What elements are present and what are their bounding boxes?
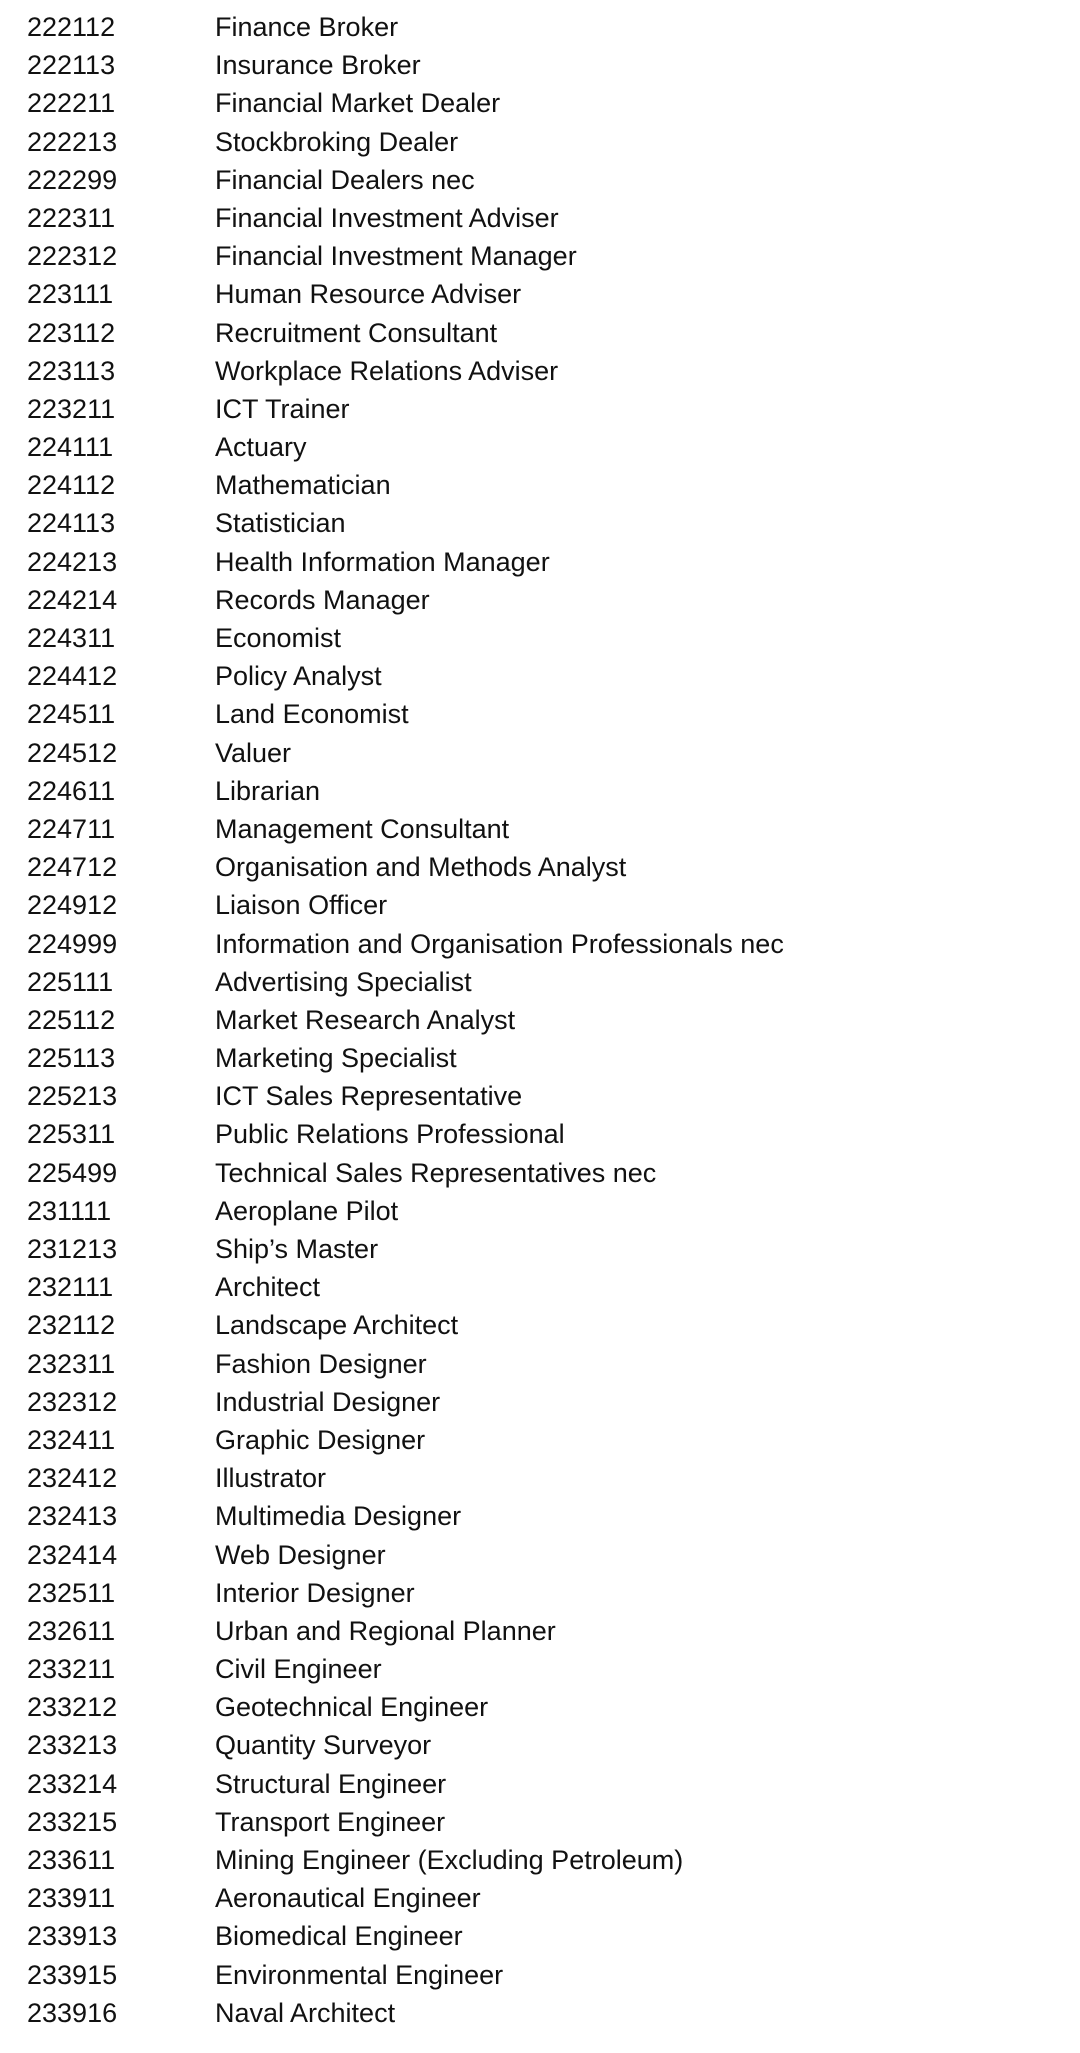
occupation-code: 224412 xyxy=(27,661,118,692)
occupation-row xyxy=(0,1956,1080,1994)
occupation-row xyxy=(0,1039,1080,1077)
occupation-title: Workplace Relations Adviser xyxy=(215,355,559,386)
occupation-code: 231213 xyxy=(27,1234,118,1264)
occupation-row xyxy=(0,1154,1080,1192)
occupation-title: Public Relations Professional xyxy=(215,1119,565,1150)
occupation-code: 225113 xyxy=(27,1043,116,1074)
occupation-row xyxy=(0,275,1080,313)
occupation-title: Records Manager xyxy=(215,584,430,615)
occupation-title: ICT Sales Representative xyxy=(215,1081,523,1112)
occupation-row xyxy=(0,772,1080,810)
occupation-row xyxy=(0,1688,1080,1726)
occupation-title: Interior Designer xyxy=(215,1577,415,1608)
occupation-row xyxy=(0,1383,1080,1421)
occupation-row xyxy=(0,1536,1080,1574)
occupation-title: Stockbroking Dealer xyxy=(215,126,459,157)
occupation-title: Organisation and Methods Analyst xyxy=(215,852,627,883)
occupation-row xyxy=(0,1765,1080,1803)
occupation-row xyxy=(0,1650,1080,1688)
occupation-title: Aeronautical Engineer xyxy=(215,1883,481,1914)
occupation-code: 224511 xyxy=(27,699,116,730)
occupation-code: 224512 xyxy=(27,737,118,768)
occupation-code: 224113 xyxy=(27,508,116,539)
occupation-list xyxy=(0,8,1080,2032)
occupation-title: Multimedia Designer xyxy=(215,1501,462,1532)
occupation-row xyxy=(0,314,1080,352)
occupation-code: 233213 xyxy=(27,1730,118,1761)
occupation-row xyxy=(0,466,1080,504)
occupation-row xyxy=(0,1345,1080,1383)
occupation-code: 232411 xyxy=(27,1424,116,1455)
occupation-code: 233611 xyxy=(27,1845,116,1875)
occupation-code: 232414 xyxy=(27,1539,118,1570)
occupation-code: 232412 xyxy=(27,1463,118,1494)
occupation-code: 224311 xyxy=(27,623,116,653)
occupation-title: Statistician xyxy=(215,508,346,539)
occupation-title: Market Research Analyst xyxy=(215,1004,516,1035)
occupation-title: Actuary xyxy=(215,432,307,463)
occupation-title: Recruitment Consultant xyxy=(215,317,498,348)
occupation-title: Management Consultant xyxy=(215,813,510,844)
occupation-code: 232311 xyxy=(27,1348,116,1379)
occupation-row xyxy=(0,1497,1080,1535)
occupation-title: Mining Engineer (Excluding Petroleum) xyxy=(215,1845,684,1875)
occupation-title: Civil Engineer xyxy=(215,1654,382,1685)
occupation-code: 232413 xyxy=(27,1501,118,1532)
occupation-title: Illustrator xyxy=(215,1463,327,1494)
occupation-row xyxy=(0,695,1080,733)
occupation-row xyxy=(0,1726,1080,1764)
occupation-code: 223112 xyxy=(27,317,116,348)
occupation-code: 224912 xyxy=(27,890,118,921)
occupation-row xyxy=(0,1192,1080,1230)
occupation-code: 224611 xyxy=(27,775,116,806)
occupation-row xyxy=(0,543,1080,581)
occupation-code: 225311 xyxy=(27,1119,116,1150)
occupation-code: 223111 xyxy=(27,279,114,310)
occupation-code: 233215 xyxy=(27,1806,118,1837)
occupation-code: 233916 xyxy=(27,1997,118,2028)
occupation-row xyxy=(0,1841,1080,1879)
occupation-row xyxy=(0,504,1080,542)
occupation-code: 231111 xyxy=(27,1195,112,1226)
occupation-row xyxy=(0,1421,1080,1459)
occupation-row xyxy=(0,657,1080,695)
occupation-row xyxy=(0,84,1080,122)
occupation-title: Landscape Architect xyxy=(215,1310,459,1341)
occupation-code: 222211 xyxy=(27,88,116,119)
occupation-title: Structural Engineer xyxy=(215,1768,447,1799)
occupation-title: Librarian xyxy=(215,775,321,806)
occupation-code: 225111 xyxy=(27,966,114,997)
occupation-title: Financial Dealers nec xyxy=(215,164,475,195)
occupation-code: 233214 xyxy=(27,1768,118,1799)
occupation-code: 224711 xyxy=(27,813,116,844)
occupation-title: Health Information Manager xyxy=(215,546,550,577)
occupation-code: 232312 xyxy=(27,1386,118,1417)
occupation-title: Quantity Surveyor xyxy=(215,1730,432,1761)
occupation-code: 233913 xyxy=(27,1921,118,1952)
occupation-row xyxy=(0,390,1080,428)
occupation-title: Human Resource Adviser xyxy=(215,279,522,310)
occupation-title: ICT Trainer xyxy=(215,393,350,424)
occupation-code: 223113 xyxy=(27,355,116,386)
occupation-title: Fashion Designer xyxy=(215,1348,427,1379)
occupation-code: 232511 xyxy=(27,1577,116,1608)
occupation-title: Liaison Officer xyxy=(215,890,388,921)
occupation-title: Valuer xyxy=(215,737,292,768)
occupation-row xyxy=(0,1268,1080,1306)
occupation-title: Web Designer xyxy=(215,1539,386,1570)
occupation-title: Industrial Designer xyxy=(215,1386,441,1417)
occupation-row xyxy=(0,8,1080,46)
occupation-code: 222113 xyxy=(27,50,116,81)
occupation-row xyxy=(0,199,1080,237)
occupation-title: Advertising Specialist xyxy=(215,966,472,997)
occupation-row xyxy=(0,1917,1080,1955)
occupation-row xyxy=(0,123,1080,161)
occupation-code: 224112 xyxy=(27,470,116,501)
occupation-row xyxy=(0,963,1080,1001)
occupation-code: 233915 xyxy=(27,1959,118,1990)
occupation-row xyxy=(0,1612,1080,1650)
occupation-row xyxy=(0,352,1080,390)
occupation-row xyxy=(0,428,1080,466)
occupation-title: Mathematician xyxy=(215,470,391,501)
occupation-title: Marketing Specialist xyxy=(215,1043,457,1074)
occupation-title: Geotechnical Engineer xyxy=(215,1692,489,1723)
occupation-row xyxy=(0,925,1080,963)
occupation-code: 224213 xyxy=(27,546,118,577)
occupation-code: 224999 xyxy=(27,928,118,959)
occupation-title: Naval Architect xyxy=(215,1997,396,2028)
occupation-code: 224712 xyxy=(27,852,118,883)
occupation-title: Financial Market Dealer xyxy=(215,88,501,119)
occupation-row xyxy=(0,1001,1080,1039)
occupation-code: 225112 xyxy=(27,1004,116,1035)
occupation-code: 232112 xyxy=(27,1310,116,1341)
occupation-code: 232111 xyxy=(27,1272,114,1303)
occupation-code: 223211 xyxy=(27,393,116,424)
occupation-row xyxy=(0,734,1080,772)
occupation-title: Financial Investment Adviser xyxy=(215,202,559,233)
occupation-row xyxy=(0,619,1080,657)
occupation-row xyxy=(0,1230,1080,1268)
occupation-title: Architect xyxy=(215,1272,321,1303)
occupation-title: Graphic Designer xyxy=(215,1424,426,1455)
occupation-title: Insurance Broker xyxy=(215,50,421,81)
occupation-title: Technical Sales Representatives nec xyxy=(215,1157,657,1188)
occupation-title: Financial Investment Manager xyxy=(215,241,577,272)
occupation-code: 233911 xyxy=(27,1883,116,1914)
occupation-row xyxy=(0,161,1080,199)
occupation-title: Information and Organisation Professionals nec xyxy=(215,928,784,959)
occupation-code: 222213 xyxy=(27,126,118,157)
occupation-title: Economist xyxy=(215,623,342,653)
occupation-title: Biomedical Engineer xyxy=(215,1921,463,1952)
occupation-row xyxy=(0,1879,1080,1917)
occupation-title: Finance Broker xyxy=(215,12,399,42)
occupation-row xyxy=(0,1077,1080,1115)
occupation-title: Transport Engineer xyxy=(215,1806,446,1837)
occupation-row xyxy=(0,1574,1080,1612)
occupation-row xyxy=(0,1306,1080,1344)
occupation-title: Ship’s Master xyxy=(215,1234,379,1264)
occupation-code: 224111 xyxy=(27,432,114,463)
occupation-row xyxy=(0,1115,1080,1153)
occupation-row xyxy=(0,1459,1080,1497)
occupation-code: 222112 xyxy=(27,12,116,42)
occupation-row xyxy=(0,886,1080,924)
occupation-row xyxy=(0,848,1080,886)
occupation-code: 222299 xyxy=(27,164,118,195)
occupation-title: Urban and Regional Planner xyxy=(215,1615,556,1646)
occupation-code: 224214 xyxy=(27,584,118,615)
occupation-code: 225213 xyxy=(27,1081,118,1112)
occupation-row xyxy=(0,237,1080,275)
occupation-code: 222311 xyxy=(27,202,116,233)
occupation-title: Environmental Engineer xyxy=(215,1959,504,1990)
occupation-row xyxy=(0,581,1080,619)
occupation-code: 232611 xyxy=(27,1615,116,1646)
occupation-title: Land Economist xyxy=(215,699,409,730)
occupation-title: Policy Analyst xyxy=(215,661,382,692)
occupation-code: 233212 xyxy=(27,1692,118,1723)
occupation-row xyxy=(0,1803,1080,1841)
occupation-code: 225499 xyxy=(27,1157,118,1188)
occupation-code: 233211 xyxy=(27,1654,116,1685)
occupation-title: Aeroplane Pilot xyxy=(215,1195,399,1226)
occupation-row xyxy=(0,1994,1080,2032)
occupation-row xyxy=(0,810,1080,848)
occupation-code: 222312 xyxy=(27,241,118,272)
occupation-row xyxy=(0,46,1080,84)
